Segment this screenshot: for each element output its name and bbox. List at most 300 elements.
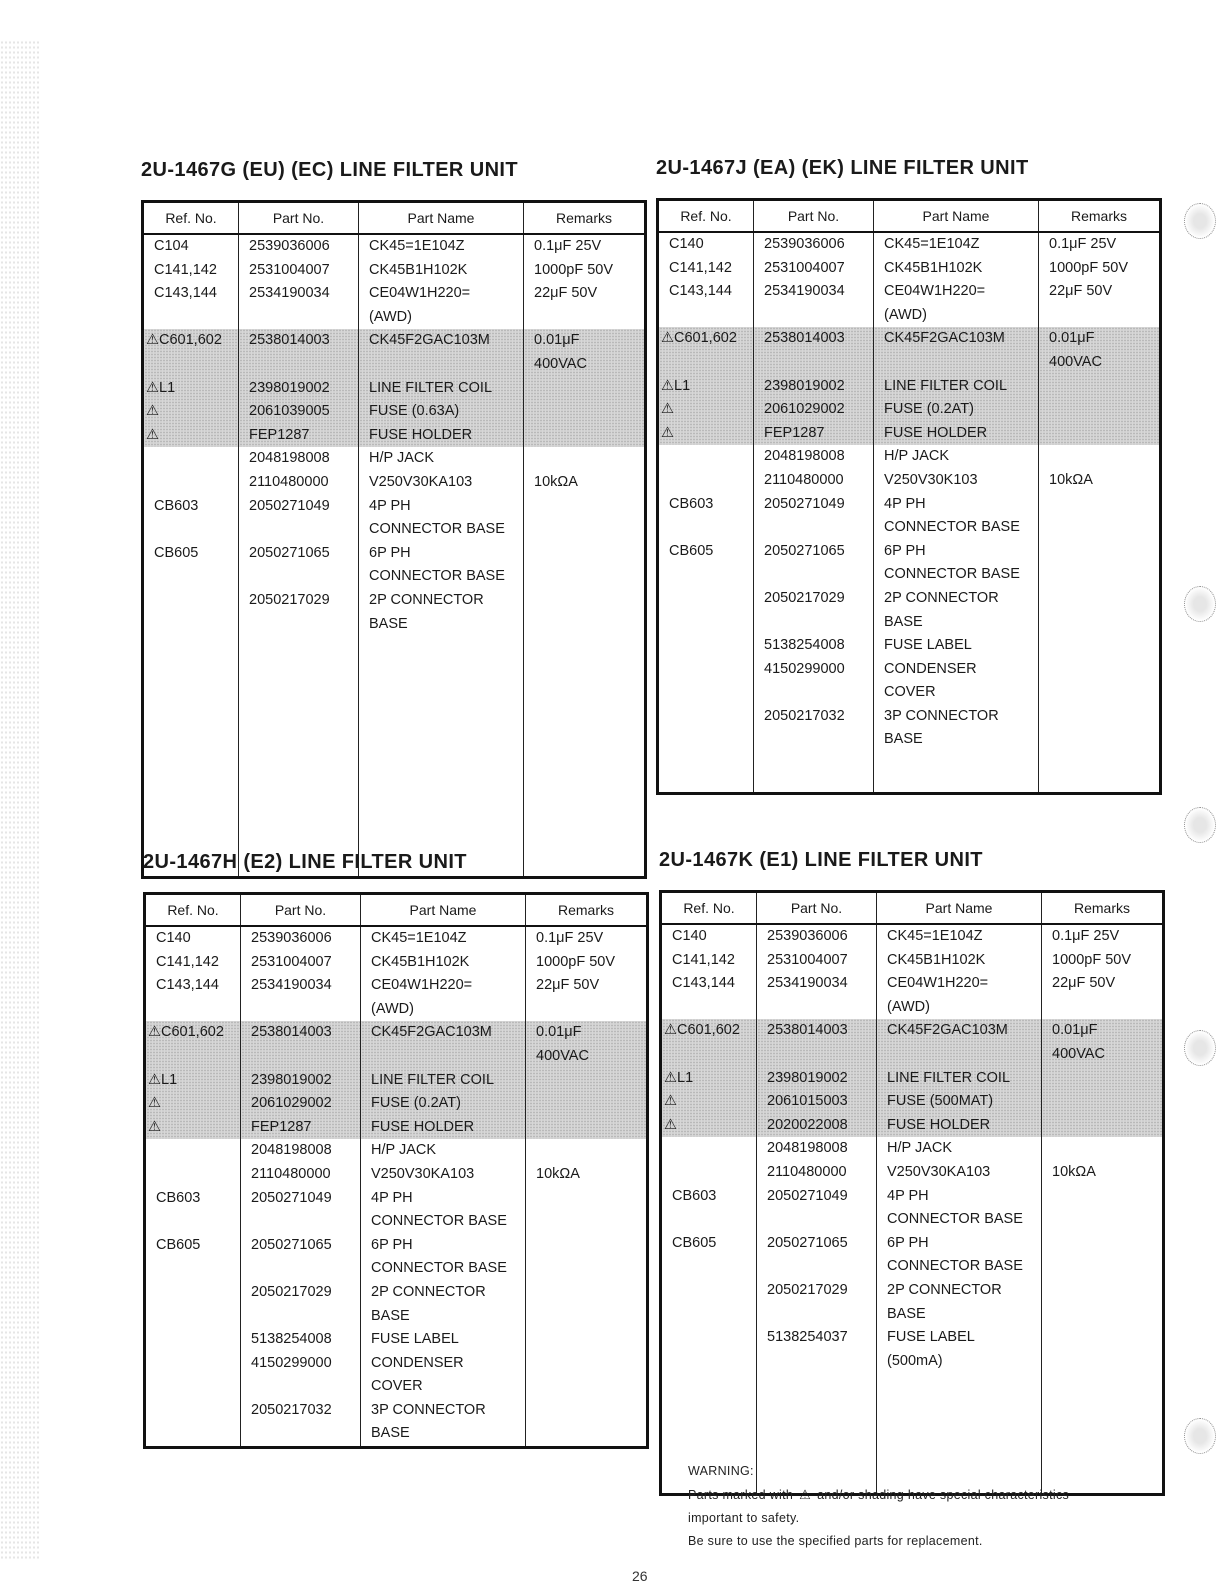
column-header: Part No. (241, 894, 361, 927)
cell-line: C143,144 (669, 283, 732, 300)
cell-line: 2534190034 (764, 283, 845, 300)
cell-line (672, 1255, 752, 1279)
cell-line: 22μF 50V (1049, 283, 1113, 300)
cell-line (887, 1043, 1037, 1067)
header-row (145, 894, 648, 927)
cell-line (249, 353, 354, 377)
cell-line (156, 1328, 236, 1352)
ref-no-cell (661, 1137, 757, 1373)
cell-line: 2050217029 (251, 1283, 332, 1300)
cell-line: CONNECTOR BASE (884, 519, 1020, 536)
empty-row (143, 796, 646, 836)
cell-line (371, 1045, 521, 1069)
cell-line: CB603 (672, 1187, 717, 1204)
cell-line: 2110480000 (251, 1165, 331, 1182)
cell-line: BASE (887, 1305, 926, 1322)
cell-line (672, 1303, 752, 1327)
empty-cell (143, 676, 239, 716)
cell-line: C143,144 (154, 285, 217, 302)
safety-warning (688, 1460, 1158, 1553)
cell-line (156, 1352, 236, 1376)
column-header: Part Name (361, 894, 526, 927)
cell-line: (AWD) (887, 998, 930, 1015)
cell-line (767, 1303, 872, 1327)
cell-line (764, 351, 869, 375)
cell-line: 2050217029 (249, 591, 330, 608)
parts-row (143, 447, 646, 636)
cell-line (249, 518, 354, 542)
cell-line: 0.1μF 25V (536, 930, 604, 946)
cell-line: 2110480000 (249, 473, 329, 490)
cell-line: 10kΩA (534, 473, 578, 490)
part-name-cell (359, 234, 524, 329)
parts-panel-2u1467h (143, 847, 646, 1449)
cell-line: 2110480000 (764, 471, 844, 488)
cell-line: 2P CONNECTOR (369, 591, 484, 608)
column-header: Part No. (754, 200, 874, 233)
column-header: Remarks (524, 202, 646, 235)
cell-line: 1000pF 50V (1049, 259, 1129, 276)
remarks-cell (526, 1139, 648, 1447)
remarks-cell (1042, 1137, 1164, 1373)
empty-row (143, 636, 646, 676)
part-no-cell (757, 1019, 877, 1137)
empty-row (658, 752, 1161, 794)
cell-line: CE04W1H220= (884, 283, 986, 300)
empty-row (661, 1373, 1164, 1413)
cell-line: 1000pF 50V (1052, 951, 1132, 968)
cell-line: 2P CONNECTOR (884, 589, 999, 606)
remarks-cell (524, 234, 646, 329)
empty-cell (877, 1373, 1042, 1413)
ref-no-cell (145, 926, 241, 1021)
cell-line (669, 681, 749, 705)
cell-line: FUSE HOLDER (884, 424, 988, 441)
empty-cell (1042, 1373, 1164, 1413)
part-no-cell (239, 234, 359, 329)
part-name-cell (877, 1137, 1042, 1373)
column-header: Remarks (1039, 200, 1161, 233)
empty-cell (239, 756, 359, 796)
cell-line: ⚠C601,602 (148, 1024, 224, 1041)
cell-line (156, 1163, 236, 1187)
cell-line: CE04W1H220= (371, 977, 473, 994)
cell-line (536, 1139, 642, 1163)
cell-line: H/P JACK (369, 450, 435, 467)
cell-line: ⚠ (146, 426, 159, 443)
parts-panel-2u1467j (656, 153, 1159, 795)
empty-cell (359, 716, 524, 756)
part-name-cell (874, 327, 1039, 445)
part-no-cell (757, 924, 877, 1019)
part-name-cell (359, 329, 524, 447)
part-no-cell (241, 1021, 361, 1139)
cell-line: 2534190034 (767, 975, 848, 992)
cell-line (767, 1208, 872, 1232)
cell-line: CB603 (154, 497, 199, 514)
cell-line: CB603 (669, 495, 714, 512)
cell-line (251, 1210, 356, 1234)
empty-cell (359, 676, 524, 716)
cell-line: ⚠ (664, 1116, 677, 1133)
cell-line: V250V30KA103 (369, 473, 473, 490)
cell-line: 2539036006 (767, 928, 848, 944)
cell-line: 4P PH (369, 497, 411, 514)
safety-parts-row (145, 1021, 648, 1139)
cell-line: ⚠L1 (146, 379, 176, 396)
cell-line: CK45B1H102K (884, 259, 983, 276)
remarks-cell (524, 329, 646, 447)
cell-line (154, 471, 234, 495)
cell-line: CK45F2GAC103M (371, 1024, 492, 1041)
empty-cell (239, 636, 359, 676)
cell-line: 2531004007 (249, 261, 330, 278)
cell-line: FUSE (500MAT) (887, 1093, 994, 1110)
remarks-cell (1039, 445, 1161, 752)
cell-line: ⚠ (664, 1093, 677, 1110)
empty-cell (1042, 1413, 1164, 1453)
cell-line: V250V30KA103 (371, 1165, 475, 1182)
empty-cell (359, 796, 524, 836)
part-no-cell (754, 232, 874, 327)
empty-cell (877, 1413, 1042, 1453)
empty-cell (359, 636, 524, 676)
cell-line: 2050271049 (249, 497, 330, 514)
cell-line (669, 587, 749, 611)
column-header: Part Name (359, 202, 524, 235)
ref-no-cell (143, 447, 239, 636)
empty-cell (754, 752, 874, 794)
cell-line: CONNECTOR BASE (371, 1260, 507, 1277)
cell-line: 0.01μF (534, 332, 580, 349)
cell-line: FUSE HOLDER (369, 426, 473, 443)
cell-line: 2048198008 (251, 1142, 332, 1159)
cell-line: 1000pF 50V (534, 261, 614, 278)
cell-line: H/P JACK (887, 1140, 953, 1157)
empty-cell (524, 636, 646, 676)
panel-title: 2U-1467K (E1) LINE FILTER UNIT (659, 849, 983, 871)
cell-line (884, 351, 1034, 375)
remarks-cell (526, 926, 648, 1021)
cell-line: 2048198008 (767, 1140, 848, 1157)
empty-row (143, 756, 646, 796)
ref-no-cell (143, 329, 239, 447)
cell-line: CK45=1E104Z (371, 930, 467, 946)
cell-line: 3P CONNECTOR (371, 1401, 486, 1418)
cell-line: 3P CONNECTOR (884, 707, 999, 724)
cell-line: CONNECTOR BASE (884, 566, 1020, 583)
part-no-cell (239, 329, 359, 447)
cell-line: C140 (672, 928, 707, 944)
warning-line-2: important to safety. (688, 1511, 800, 1525)
part-no-cell (239, 447, 359, 636)
column-header: Ref. No. (661, 892, 757, 925)
cell-line: 2061015003 (767, 1093, 848, 1110)
ref-no-cell (658, 445, 754, 752)
cell-line (672, 1208, 752, 1232)
cell-line (154, 565, 234, 589)
cell-line: 6P PH (884, 542, 926, 559)
cell-line: CK45=1E104Z (887, 928, 983, 944)
cell-line: 5138254037 (767, 1329, 848, 1346)
parts-table (143, 892, 649, 1449)
cell-line: 22μF 50V (536, 977, 600, 994)
binder-hole (1184, 807, 1216, 843)
cell-line: 4P PH (371, 1189, 413, 1206)
cell-line: 0.1μF 25V (1052, 928, 1120, 944)
panel-title: 2U-1467J (EA) (EK) LINE FILTER UNIT (656, 157, 1029, 179)
cell-line: 6P PH (887, 1234, 929, 1251)
cell-line: 2050271049 (251, 1189, 332, 1206)
cell-line: FUSE HOLDER (887, 1116, 991, 1133)
empty-cell (661, 1413, 757, 1453)
cell-line: CK45F2GAC103M (887, 1022, 1008, 1039)
part-no-cell (754, 445, 874, 752)
cell-line: 4150299000 (251, 1354, 332, 1371)
empty-cell (524, 676, 646, 716)
cell-line: 4150299000 (764, 660, 845, 677)
cell-line (534, 447, 640, 471)
cell-line (146, 353, 234, 377)
cell-line (669, 728, 749, 752)
cell-line: 0.01μF (1049, 330, 1095, 347)
parts-table (656, 198, 1162, 795)
empty-cell (874, 752, 1039, 794)
cell-line (672, 1137, 752, 1161)
remarks-cell (1042, 1019, 1164, 1137)
parts-row (145, 926, 648, 1021)
cell-line: ⚠ (146, 403, 159, 420)
cell-line: ⚠C601,602 (664, 1022, 740, 1039)
parts-panel-2u1467k (659, 845, 1162, 1496)
cell-line: 10kΩA (1049, 471, 1093, 488)
cell-line: 5138254008 (764, 637, 845, 654)
cell-line: 2050271065 (251, 1236, 332, 1253)
cell-line: CB605 (669, 542, 714, 559)
part-name-cell (877, 924, 1042, 1019)
ref-no-cell (658, 232, 754, 327)
cell-line: FEP1287 (764, 424, 825, 441)
cell-line: LINE FILTER COIL (369, 379, 493, 396)
page-number: 26 (632, 1568, 648, 1584)
cell-line: COVER (884, 684, 936, 701)
parts-table (659, 890, 1165, 1496)
empty-cell (239, 676, 359, 716)
cell-line (672, 1350, 752, 1374)
cell-line: LINE FILTER COIL (371, 1071, 495, 1088)
cell-line: ⚠L1 (661, 377, 691, 394)
cell-line: 2534190034 (251, 977, 332, 994)
remarks-cell (1042, 924, 1164, 1019)
cell-line (669, 445, 749, 469)
cell-line: C143,144 (672, 975, 735, 992)
cell-line: 6P PH (369, 544, 411, 561)
cell-line: 2050271049 (764, 495, 845, 512)
cell-line (154, 447, 234, 471)
cell-line (767, 1255, 872, 1279)
panel-title: 2U-1467G (EU) (EC) LINE FILTER UNIT (141, 159, 518, 181)
column-header: Remarks (526, 894, 648, 927)
cell-line: 2539036006 (249, 238, 330, 254)
empty-cell (239, 796, 359, 836)
cell-line (669, 658, 749, 682)
cell-line (251, 1045, 356, 1069)
cell-line: 2P CONNECTOR (371, 1283, 486, 1300)
cell-line: CK45=1E104Z (884, 236, 980, 252)
cell-line: 10kΩA (536, 1165, 580, 1182)
cell-line: FUSE LABEL (884, 637, 972, 654)
empty-cell (757, 1413, 877, 1453)
empty-cell (143, 796, 239, 836)
cell-line: FUSE LABEL (887, 1329, 975, 1346)
empty-cell (239, 716, 359, 756)
empty-cell (658, 752, 754, 794)
cell-line (148, 1045, 236, 1069)
cell-line: 2538014003 (767, 1022, 848, 1039)
column-header: Part Name (874, 200, 1039, 233)
cell-line: V250V30KA103 (887, 1163, 991, 1180)
cell-line: 4P PH (884, 495, 926, 512)
cell-line: CK45B1H102K (369, 261, 468, 278)
cell-line: V250V30K103 (884, 471, 978, 488)
cell-line: H/P JACK (884, 448, 950, 465)
cell-line: 2531004007 (767, 951, 848, 968)
parts-table (141, 200, 647, 879)
cell-line: 10kΩA (1052, 1163, 1096, 1180)
cell-line: LINE FILTER COIL (884, 377, 1008, 394)
cell-line (764, 681, 869, 705)
cell-line (156, 1281, 236, 1305)
cell-line: 2538014003 (764, 330, 845, 347)
cell-line: CONNECTOR BASE (369, 568, 505, 585)
part-name-cell (361, 1021, 526, 1139)
cell-line (251, 1305, 356, 1329)
cell-line: CE04W1H220= (369, 285, 471, 302)
cell-line: 22μF 50V (1052, 975, 1116, 992)
cell-line: C141,142 (672, 951, 735, 968)
binder-hole (1184, 1418, 1216, 1454)
cell-line (767, 1043, 872, 1067)
cell-line: 2050217032 (764, 707, 845, 724)
cell-line (1049, 445, 1155, 469)
cell-line: FUSE (0.2AT) (884, 401, 974, 418)
empty-cell (359, 756, 524, 796)
cell-line: 0.01μF (1052, 1022, 1098, 1039)
cell-line: 2050271065 (249, 544, 330, 561)
part-no-cell (757, 1137, 877, 1373)
cell-line: 2531004007 (764, 259, 845, 276)
cell-line (251, 1375, 356, 1399)
header-row (658, 200, 1161, 233)
cell-line: C140 (156, 930, 191, 946)
cell-line: 2061029002 (764, 401, 845, 418)
cell-line: 2398019002 (767, 1069, 848, 1086)
warning-line-3: Be sure to use the specified parts for replacement. (688, 1534, 983, 1548)
cell-line: ⚠C601,602 (661, 330, 737, 347)
cell-line (672, 1326, 752, 1350)
remarks-cell (526, 1021, 648, 1139)
cell-line: (AWD) (371, 1000, 414, 1017)
cell-line (1052, 1137, 1158, 1161)
warning-triangle-icon: ⚠ (799, 1487, 812, 1502)
empty-row (661, 1413, 1164, 1453)
cell-line: ⚠ (148, 1118, 161, 1135)
cell-line: CK45F2GAC103M (369, 332, 490, 349)
cell-line: 2061029002 (251, 1095, 332, 1112)
part-no-cell (754, 327, 874, 445)
cell-line: BASE (371, 1425, 410, 1442)
cell-line: 2061039005 (249, 403, 330, 420)
cell-line: CK45B1H102K (371, 953, 470, 970)
cell-line (156, 1375, 236, 1399)
cell-line: 2050271065 (767, 1234, 848, 1251)
cell-line: ⚠ (661, 424, 674, 441)
cell-line: FUSE (0.2AT) (371, 1095, 461, 1112)
cell-line (664, 1043, 752, 1067)
ref-no-cell (658, 327, 754, 445)
parts-row (658, 232, 1161, 327)
cell-line: FUSE LABEL (371, 1331, 459, 1348)
cell-line: COVER (371, 1378, 423, 1395)
cell-line: C104 (154, 238, 189, 254)
cell-line: 0.01μF (536, 1024, 582, 1041)
remarks-cell (1039, 232, 1161, 327)
cell-line (154, 589, 234, 613)
cell-line (156, 1399, 236, 1423)
binder-hole (1184, 203, 1216, 239)
empty-row (143, 676, 646, 716)
header-row (661, 892, 1164, 925)
empty-cell (661, 1373, 757, 1413)
cell-line: C141,142 (154, 261, 217, 278)
cell-line: (AWD) (369, 308, 412, 325)
cell-line: CK45=1E104Z (369, 238, 465, 254)
cell-line: 2538014003 (249, 332, 330, 349)
scan-margin-speckle (0, 40, 40, 1560)
cell-line: 2050271049 (767, 1187, 848, 1204)
cell-line (369, 353, 519, 377)
header-row (143, 202, 646, 235)
cell-line: 400VAC (1049, 353, 1102, 370)
cell-line: CONNECTOR BASE (369, 521, 505, 538)
cell-line: CONNECTOR BASE (887, 1258, 1023, 1275)
cell-line (669, 516, 749, 540)
part-name-cell (874, 445, 1039, 752)
cell-line: 2539036006 (764, 236, 845, 252)
cell-line: C143,144 (156, 977, 219, 994)
cell-line: CK45B1H102K (887, 951, 986, 968)
cell-line: 2398019002 (249, 379, 330, 396)
empty-row (143, 716, 646, 756)
cell-line: 0.1μF 25V (1049, 236, 1117, 252)
cell-line: C141,142 (156, 953, 219, 970)
parts-row (145, 1139, 648, 1447)
cell-line: 400VAC (1052, 1045, 1105, 1062)
cell-line: CB603 (156, 1189, 201, 1206)
cell-line: 2050217029 (767, 1281, 848, 1298)
cell-line: 2110480000 (767, 1163, 847, 1180)
cell-line (669, 563, 749, 587)
part-no-cell (241, 926, 361, 1021)
part-name-cell (877, 1019, 1042, 1137)
cell-line: CONDENSER (371, 1354, 464, 1371)
cell-line: BASE (884, 613, 923, 630)
cell-line: LINE FILTER COIL (887, 1069, 1011, 1086)
cell-line: 2050217032 (251, 1401, 332, 1418)
cell-line (764, 563, 869, 587)
cell-line (156, 1210, 236, 1234)
cell-line: ⚠L1 (148, 1071, 178, 1088)
